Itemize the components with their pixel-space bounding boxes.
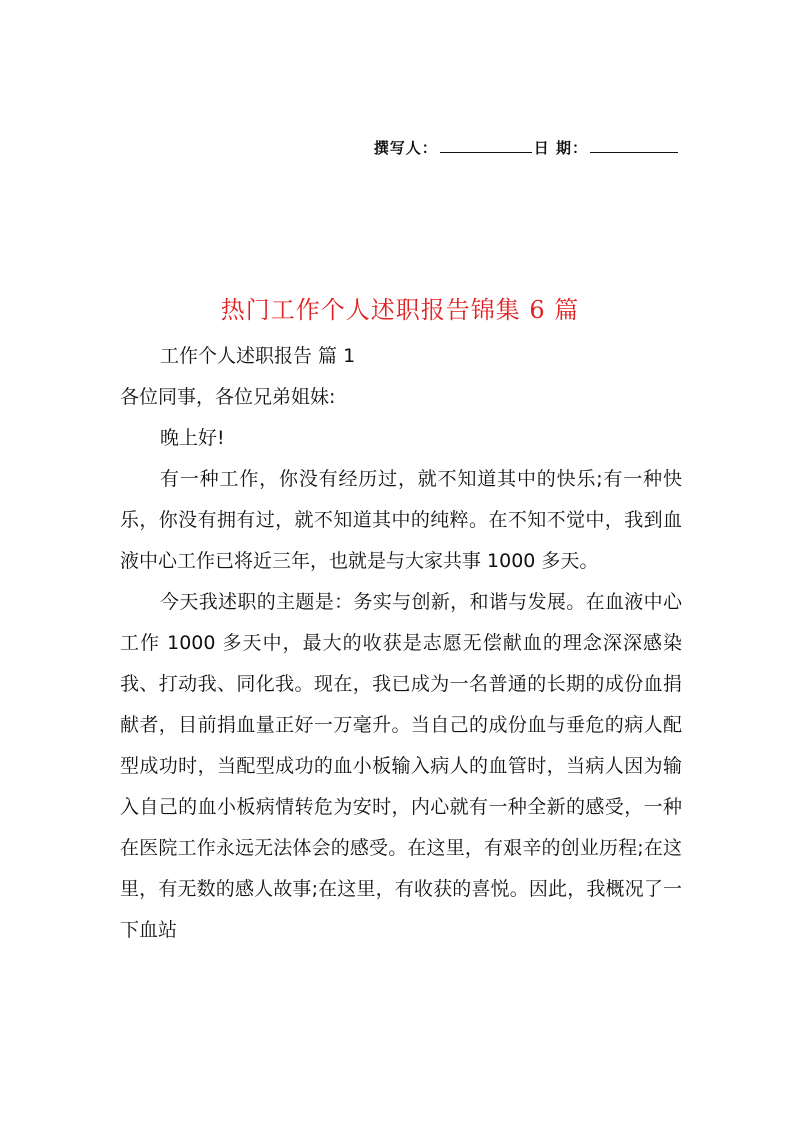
date-blank: [590, 138, 678, 153]
author-blank: [440, 138, 532, 153]
author-date-line: [374, 137, 680, 158]
author-label: 撰写人：: [373, 139, 438, 157]
document-title: 热门工作个人述职报告锦集 6 篇: [220, 296, 580, 324]
salutation: 各位同事，各位兄弟姐妹:: [120, 386, 336, 408]
date-label: 日 期：: [533, 139, 588, 157]
paragraph-2: 今天我述职的主题是：务实与创新，和谐与发展。在血液中心工作 1000 多天中，最大的收获是志愿无偿献血的理念深深感染我、打动我、同化我。现在，我已成为一名普通的长期的成份血捐献者，目前捐血量正好一万毫升。当自己的成份血与垂危的病人配型成功时，当配型成功的血小板输入病人的血管时，当病人因为输入自己的血小板病情转危为安时，内心就有一种全新的感受，一种在医院工作永远无法体会的感受。在这里，有艰辛的创业历程;在这里，有无数的感人故事;在这里，有收获的喜悦。因此，我概况了一下血站: [120, 591, 682, 941]
document-body: [120, 336, 682, 951]
section-heading: 工作个人述职报告 篇 1: [160, 345, 356, 367]
greeting: 晚上好!: [160, 427, 225, 449]
paragraph-1: 有一种工作，你没有经历过，就不知道其中的快乐;有一种快乐，你没有拥有过，就不知道其中的纯粹。在不知不觉中，我到血液中心工作已将近三年，也就是与大家共事 1000 多天。: [120, 468, 682, 572]
